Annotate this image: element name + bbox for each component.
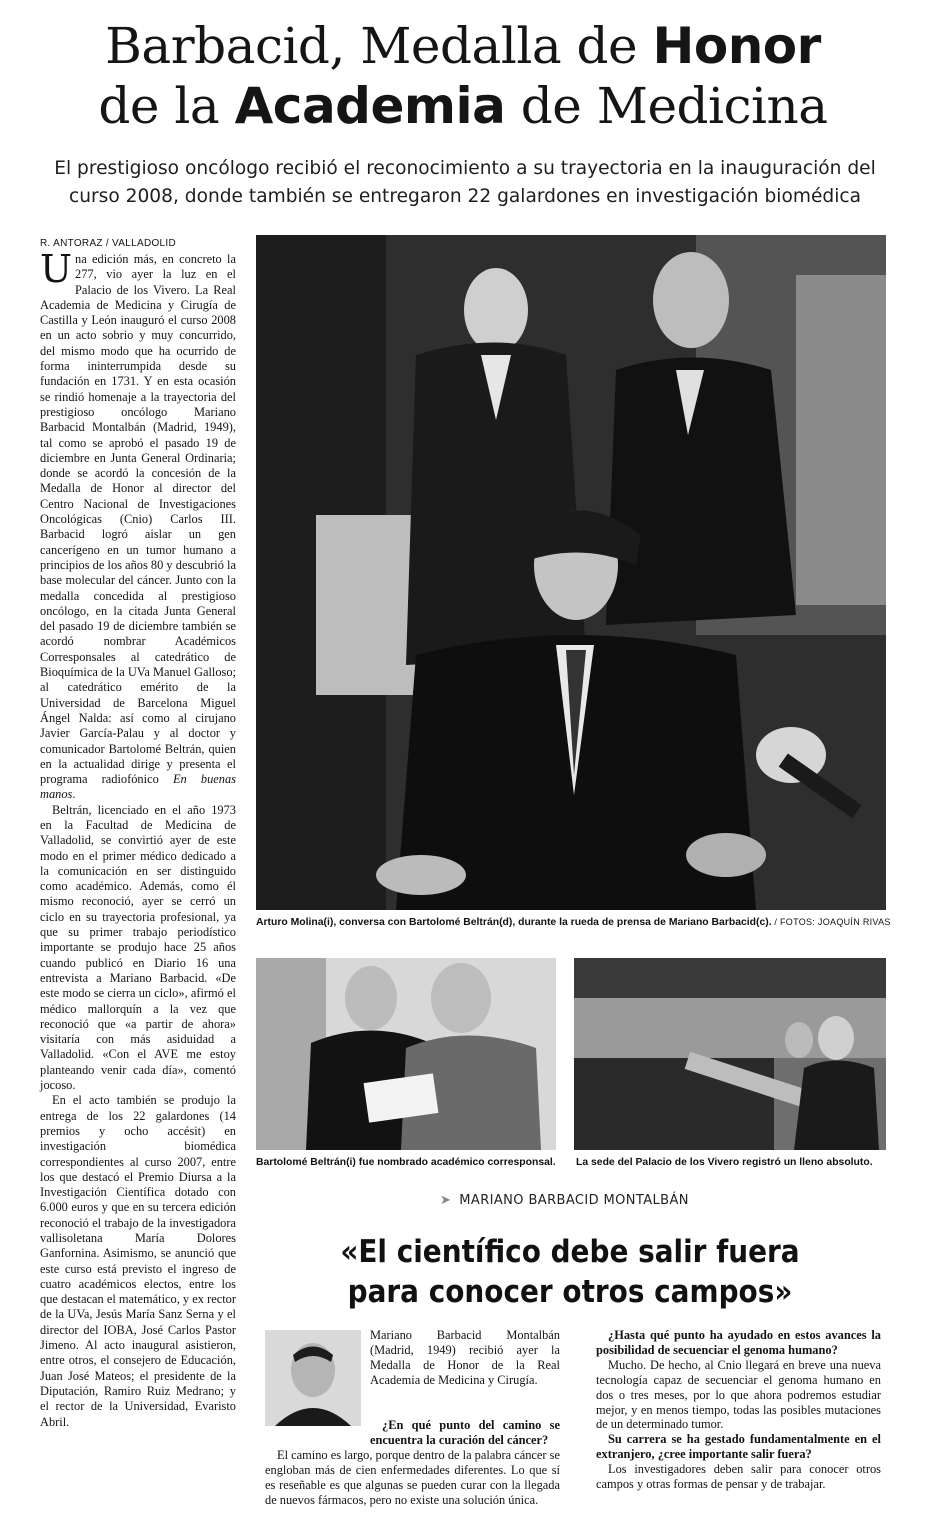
headline-bold-word: Academia [234,77,506,135]
main-photo-caption [256,917,896,928]
byline: R. ANTORAZ / VALLADOLID [40,238,177,249]
interview-headline-line-1: «El científico debe salir fuera [340,1234,800,1270]
interview-kicker [440,1193,689,1208]
barbacid-portrait [265,1330,361,1426]
interview-question-1: ¿En qué punto del camino se encuentra la curación del cáncer? [370,1418,560,1447]
interview-answer-2: Mucho. De hecho, al Cnio llegará en breve una nueva tecnología capaz de secuenciar el genoma humano en dos o tres meses, por lo que ahora podremos estudiar mejor, y en menos tiempo, todas las posibles mutaciones de un determinado tumor. [596,1357,881,1432]
program-name: En buenas manos [40,772,236,802]
interview-column-1-continued [265,1418,560,1507]
article-paragraph-2: Beltrán, licenciado en el año 1973 en la Facultad de Medicina de Valladolid, se convirtió ayer de este modo en el primer médico dedicado a la comunicación en ser distinguido como académico. Además, como él mismo reconoció, ayer se cerró un ciclo en su trayectoria profesional, ya que su primer trabajo periodístico importante se produjo hace 25 años cuando publicó en Diario 16 una entrevista a Mariano Barbacid. «De este modo se cierra un ciclo», afirmó el médico mallorquín a la vez que reconoció que «a partir de ahora» visitaría con más asiduidad a Valladolid. «Con el AVE me estoy planteando venir cada día», comentó jocoso. [40,802,236,1093]
photo-credit: / FOTOS: JOAQUÍN RIVAS [771,917,891,927]
article-paragraph-3: En el acto también se produjo la entrega de los 22 galardones (14 premios y ocho accésit) en investigación biomédica correspondientes al curso 2007, entre los que destacó el Premio Diursa a la Investigación Científica dotado con 6.000 euros y que en su tercera edición reconoció el trabajo de la investigadora vallisoletana María Dolores Ganfornina. Asimismo, se anunció que este curso está previsto el ingreso de cuatro académicos electos, entre los que destacan el matemático, y ex rector de la UVa, Jesús María Sanz Serna y el director del IOBA, José Carlos Pastor Jimeno. Al acto inaugural asistieron, entre otros, el consejero de Educación, Juan José Mateos; el presidente de la Diputación, Ramiro Ruiz Medrano; y el rector de la Universidad, Evaristo Abril. [40,1093,236,1429]
kicker-text: MARIANO BARBACID MONTALBÁN [459,1193,689,1208]
interview-answer-3: Los investigadores deben salir para conocer otros campos y otras formas de pensar y de trabajar. [596,1462,881,1492]
arrow-icon: ➤ [440,1193,452,1208]
main-photo [256,235,886,910]
headline-text: de Medicina [505,77,828,135]
beltran-photo [256,958,556,1150]
interview-headline [287,1232,854,1312]
headline-line-2 [0,76,926,136]
headline [0,16,926,136]
caption-text: Arturo Molina(i), conversa con Bartolomé Beltrán(d), durante la rueda de prensa de Mariano Barbacid(c). [256,917,772,928]
interview-question-2: ¿Hasta qué punto ha ayudado en estos avances la posibilidad de secuenciar el genoma humano? [596,1328,881,1357]
beltran-photo-caption: Bartolomé Beltrán(i) fue nombrado académico corresponsal. [256,1157,556,1168]
headline-bold-word: Honor [652,17,821,75]
interview-headline-line-2: para conocer otros campos» [347,1274,793,1310]
paragraph-text: . [72,787,76,802]
headline-line-1 [0,16,926,76]
paragraph-text: na edición más, en concreto la 277, vio ayer la luz en el Palacio de los Vivero. La Real Academia de Medicina y Cirugía de Castilla y León inauguró el curso 2008 en un acto sobrio y muy concurrido, del mismo modo que ha ocurrido de forma ininterrumpida desde su fundación en 1731. Y en esta ocasión se rindió homenaje a la trayectoria del prestigioso oncólogo Mariano Barbacid Montalbán (Madrid, 1949), tal como se aprobó el pasado 19 de diciembre en Junta General Ordinaria; donde se acordó la concesión de la Medalla de Honor al director del Centro Nacional de Investigaciones Oncológicas (Cnio) Carlos III. Barbacid logró aislar un gen cancerígeno en un tumor humano a principios de los años 80 y descubrió la base molecular del cáncer. Junto con la medalla concedida al prestigioso oncólogo, en la citada Junta General del pasado 19 de diciembre también se acordó nombrar Académicos Corresponsales al catedrático de Bioquímica de la UVa Manuel Galloso; al catedrático emérito de la Universidad de Barcelona Miguel Ángel Nalda: así como al cirujano Javier García-Palau y al doctor y comunicador Bartolomé Beltrán, quien en la actualidad dirige y presenta el programa radiofónico [40,252,236,787]
interview-column-1 [370,1328,560,1388]
subheadline: El prestigioso oncólogo recibió el reconocimiento a su trayectoria en la inauguración del curso 2008, donde también se entregaron 22 galardones en investigación biomédica [54,158,876,207]
interview-answer-1: El camino es largo, porque dentro de la palabra cáncer se engloban más de cien enfermedades diferentes. Lo que sí es reseñable es que algunas se pueden curar con la llegada de nuevos fármacos, pero no existe una solución única. [265,1447,560,1507]
headline-text: Barbacid, Medalla de [105,17,653,75]
audience-photo [574,958,886,1150]
article-body [40,247,236,1430]
audience-photo-caption: La sede del Palacio de los Vivero registró un lleno absoluto. [576,1157,873,1168]
headline-text: de la [98,77,235,135]
interview-question-3: Su carrera se ha gestado fundamentalmente en el extranjero, ¿cree importante salir fuera? [596,1432,881,1462]
drop-cap: U [40,247,73,291]
article-paragraph-1 [40,247,236,803]
interview-column-2 [596,1328,881,1492]
interview-intro: Mariano Barbacid Montalbán (Madrid, 1949) recibió ayer la Medalla de Honor de la Real Academia de Medicina y Cirugía. [370,1328,560,1387]
